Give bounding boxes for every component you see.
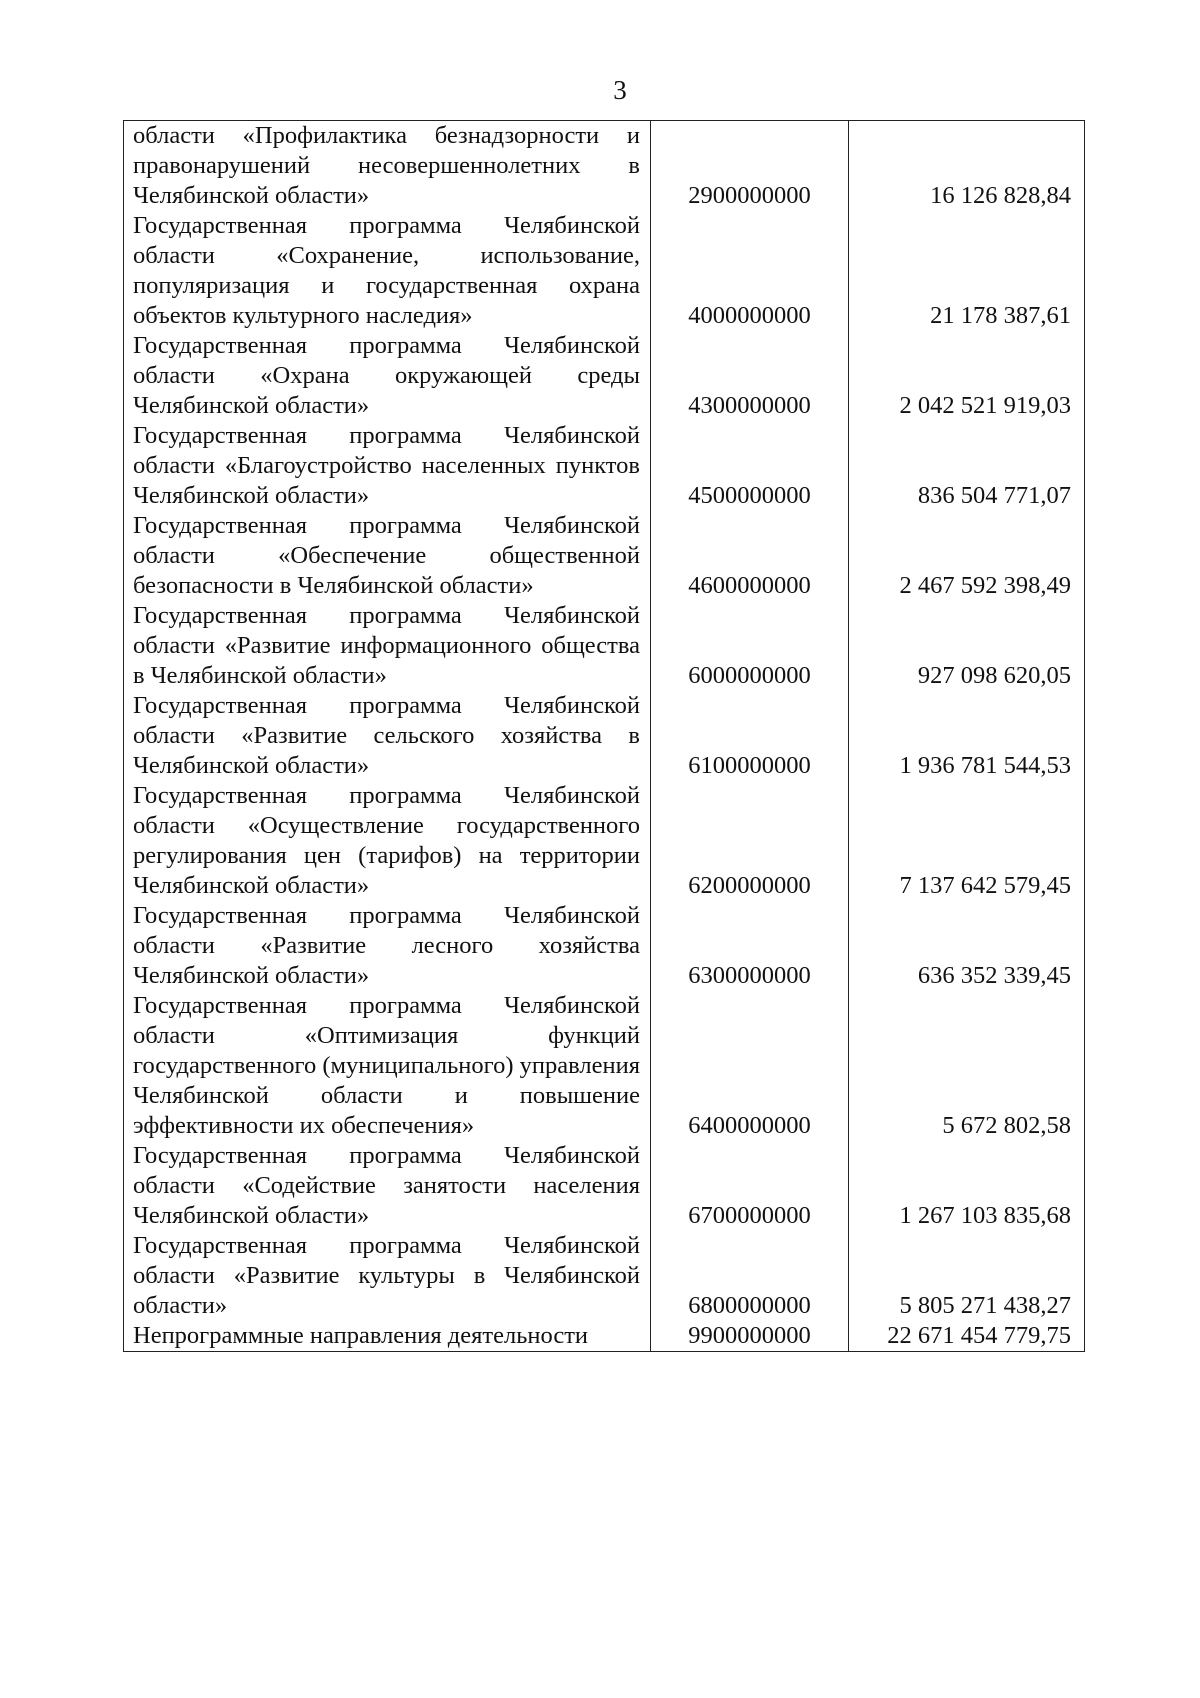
- target-code: 4300000000: [651, 331, 849, 421]
- amount: 1 936 781 544,53: [849, 691, 1085, 781]
- program-name: Государственная программа Челябинской области «Охрана окружающей среды Челябинской области»: [124, 331, 651, 421]
- amount: 16 126 828,84: [849, 121, 1085, 212]
- amount: 5 805 271 438,27: [849, 1231, 1085, 1321]
- amount: 1 267 103 835,68: [849, 1141, 1085, 1231]
- program-name: Государственная программа Челябинской области «Сохранение, использование, популяризация и государственная охрана объектов культурного наследия»: [124, 211, 651, 331]
- table-row: [124, 211, 1085, 331]
- program-name: Государственная программа Челябинской области «Развитие сельского хозяйства в Челябинской области»: [124, 691, 651, 781]
- table-row: [124, 511, 1085, 601]
- table-row: [124, 331, 1085, 421]
- target-code: 4500000000: [651, 421, 849, 511]
- table-row: [124, 991, 1085, 1141]
- amount: 836 504 771,07: [849, 421, 1085, 511]
- amount: 2 042 521 919,03: [849, 331, 1085, 421]
- target-code: 4000000000: [651, 211, 849, 331]
- program-name: Государственная программа Челябинской области «Развитие информационного общества в Челябинской области»: [124, 601, 651, 691]
- amount: 2 467 592 398,49: [849, 511, 1085, 601]
- budget-table: [123, 120, 1085, 1352]
- program-name: области «Профилактика безнадзорности и правонарушений несовершеннолетних в Челябинской области»: [124, 121, 651, 212]
- program-name: Государственная программа Челябинской области «Оптимизация функций государственного (муниципального) управления Челябинской области и повышение эффективности их обеспечения»: [124, 991, 651, 1141]
- table-row: [124, 601, 1085, 691]
- amount: 7 137 642 579,45: [849, 781, 1085, 901]
- target-code: 6300000000: [651, 901, 849, 991]
- table-row: [124, 121, 1085, 212]
- target-code: 9900000000: [651, 1321, 849, 1352]
- program-name: Государственная программа Челябинской области «Обеспечение общественной безопасности в Челябинской области»: [124, 511, 651, 601]
- page-number: 3: [613, 75, 627, 105]
- table-row: [124, 691, 1085, 781]
- target-code: 6800000000: [651, 1231, 849, 1321]
- amount: 21 178 387,61: [849, 211, 1085, 331]
- target-code: 2900000000: [651, 121, 849, 212]
- program-name: Государственная программа Челябинской области «Развитие культуры в Челябинской области»: [124, 1231, 651, 1321]
- target-code: 6000000000: [651, 601, 849, 691]
- program-name: Государственная программа Челябинской области «Осуществление государственного регулирования цен (тарифов) на территории Челябинской области»: [124, 781, 651, 901]
- table-row: [124, 781, 1085, 901]
- program-name: Непрограммные направления деятельности: [124, 1321, 651, 1352]
- program-name: Государственная программа Челябинской области «Развитие лесного хозяйства Челябинской области»: [124, 901, 651, 991]
- table-row: [124, 421, 1085, 511]
- program-name: Государственная программа Челябинской области «Благоустройство населенных пунктов Челябинской области»: [124, 421, 651, 511]
- target-code: 6200000000: [651, 781, 849, 901]
- target-code: 6700000000: [651, 1141, 849, 1231]
- table-row: [124, 1321, 1085, 1352]
- amount: 636 352 339,45: [849, 901, 1085, 991]
- amount: 22 671 454 779,75: [849, 1321, 1085, 1352]
- table-row: [124, 901, 1085, 991]
- table-row: [124, 1141, 1085, 1231]
- program-name: Государственная программа Челябинской области «Содействие занятости населения Челябинской области»: [124, 1141, 651, 1231]
- table-row: [124, 1231, 1085, 1321]
- amount: 5 672 802,58: [849, 991, 1085, 1141]
- target-code: 6400000000: [651, 991, 849, 1141]
- amount: 927 098 620,05: [849, 601, 1085, 691]
- target-code: 6100000000: [651, 691, 849, 781]
- target-code: 4600000000: [651, 511, 849, 601]
